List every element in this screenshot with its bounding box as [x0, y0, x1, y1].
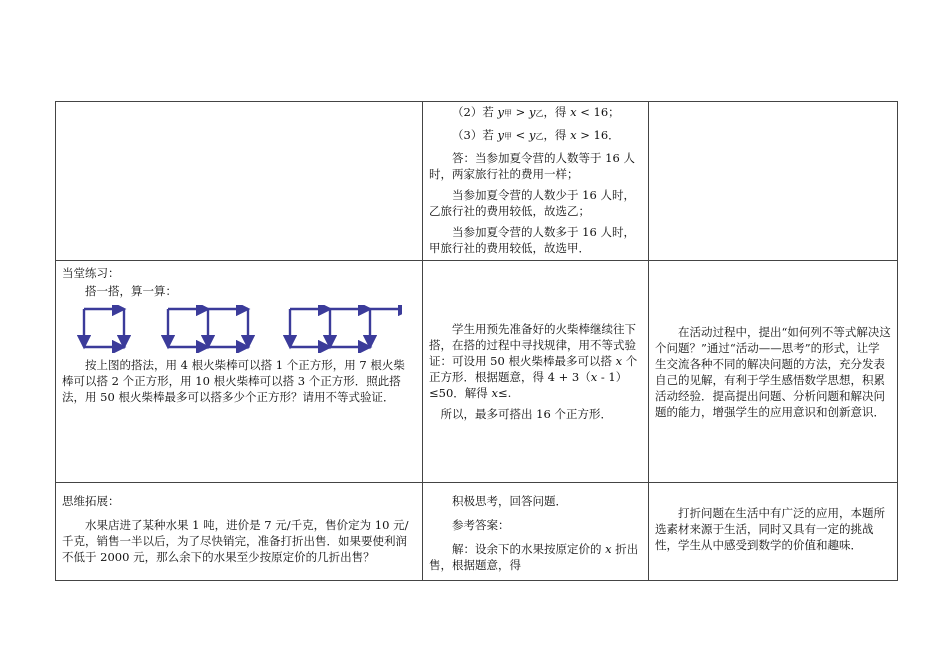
design-intent-practice: 在活动过程中，提出“如何列不等式解决这个问题？”通过“活动——思考”的形式，让学生交流各种不同的解决问题的方法，充分发表自己的见解，有利于学生感悟数学思想，积累活动经验．提高提出问题、分析问题和解决问题的能力，增强学生的应用意识和创新意识．	[655, 324, 891, 419]
extension-heading: 思维拓展：	[62, 494, 120, 508]
table-row	[56, 483, 898, 581]
matchstick-figure	[62, 305, 416, 353]
table-row	[56, 261, 898, 483]
extension-solution: 解：设余下的水果按原定价的 x 折出售，根据题意，得	[429, 542, 639, 572]
extension-activity: 积极思考，回答问题．	[452, 494, 567, 508]
answer-more: 当参加夏令营的人数多于 16 人时，甲旅行社的费用较低，故选甲．	[429, 225, 635, 255]
answer-equal: 答：当参加夏令营的人数等于 16 人时，两家旅行社的费用一样；	[429, 151, 635, 181]
student-conclusion: 所以，最多可搭出 16 个正方形．	[440, 407, 612, 421]
row3-col2-cell	[423, 483, 649, 581]
row2-col2-cell	[423, 261, 649, 483]
row1-col1-cell	[56, 102, 423, 261]
matchstick-squares-illustration	[62, 305, 402, 353]
case-2-line: （2）若 y甲 > y乙，得 x < 16；	[452, 105, 620, 119]
practice-heading: 当堂练习：	[62, 266, 120, 280]
answer-fewer: 当参加夏令营的人数少于 16 人时，乙旅行社的费用较低，故选乙；	[429, 188, 635, 218]
table-row	[56, 102, 898, 261]
row2-col3-cell	[649, 261, 898, 483]
row3-col1-cell	[56, 483, 423, 581]
extension-problem: 水果店进了某种水果 1 吨，进价是 7 元/千克，售价定为 10 元/千克，销售一半以后，为了尽快销完，准备打折出售．如果要使利润不低于 2000 元，那么余下的水果至少按原定价的几折出售？	[62, 518, 409, 564]
student-solution: 学生用预先准备好的火柴棒继续往下搭，在搭的过程中寻找规律，用不等式验证：可设用 50 根火柴棒最多可以搭 x 个正方形．根据题意，得 4 + 3（x - 1）≤50．解得 x≤.	[429, 322, 638, 400]
practice-subheading: 搭一搭，算一算：	[85, 284, 177, 298]
design-intent-extension: 打折问题在生活中有广泛的应用，本题所选素材来源于生活，同时又具有一定的挑战性，学生从中感受到数学的价值和趣味．	[655, 506, 885, 552]
reference-answer-label: 参考答案：	[452, 518, 510, 532]
case-3-line: （3）若 y甲 < y乙，得 x > 16．	[452, 128, 620, 142]
row1-col2-cell	[423, 102, 649, 261]
row1-col3-cell	[649, 102, 898, 261]
row3-col3-cell	[649, 483, 898, 581]
row2-col1-cell	[56, 261, 423, 483]
practice-problem: 按上图的搭法，用 4 根火柴棒可以搭 1 个正方形，用 7 根火柴棒可以搭 2 个正方形，用 10 根火柴棒可以搭 3 个正方形．照此搭法，用 50 根火柴棒最多可以搭多少个正方形？请用不等式验证．	[62, 358, 405, 404]
lesson-table	[55, 101, 898, 581]
